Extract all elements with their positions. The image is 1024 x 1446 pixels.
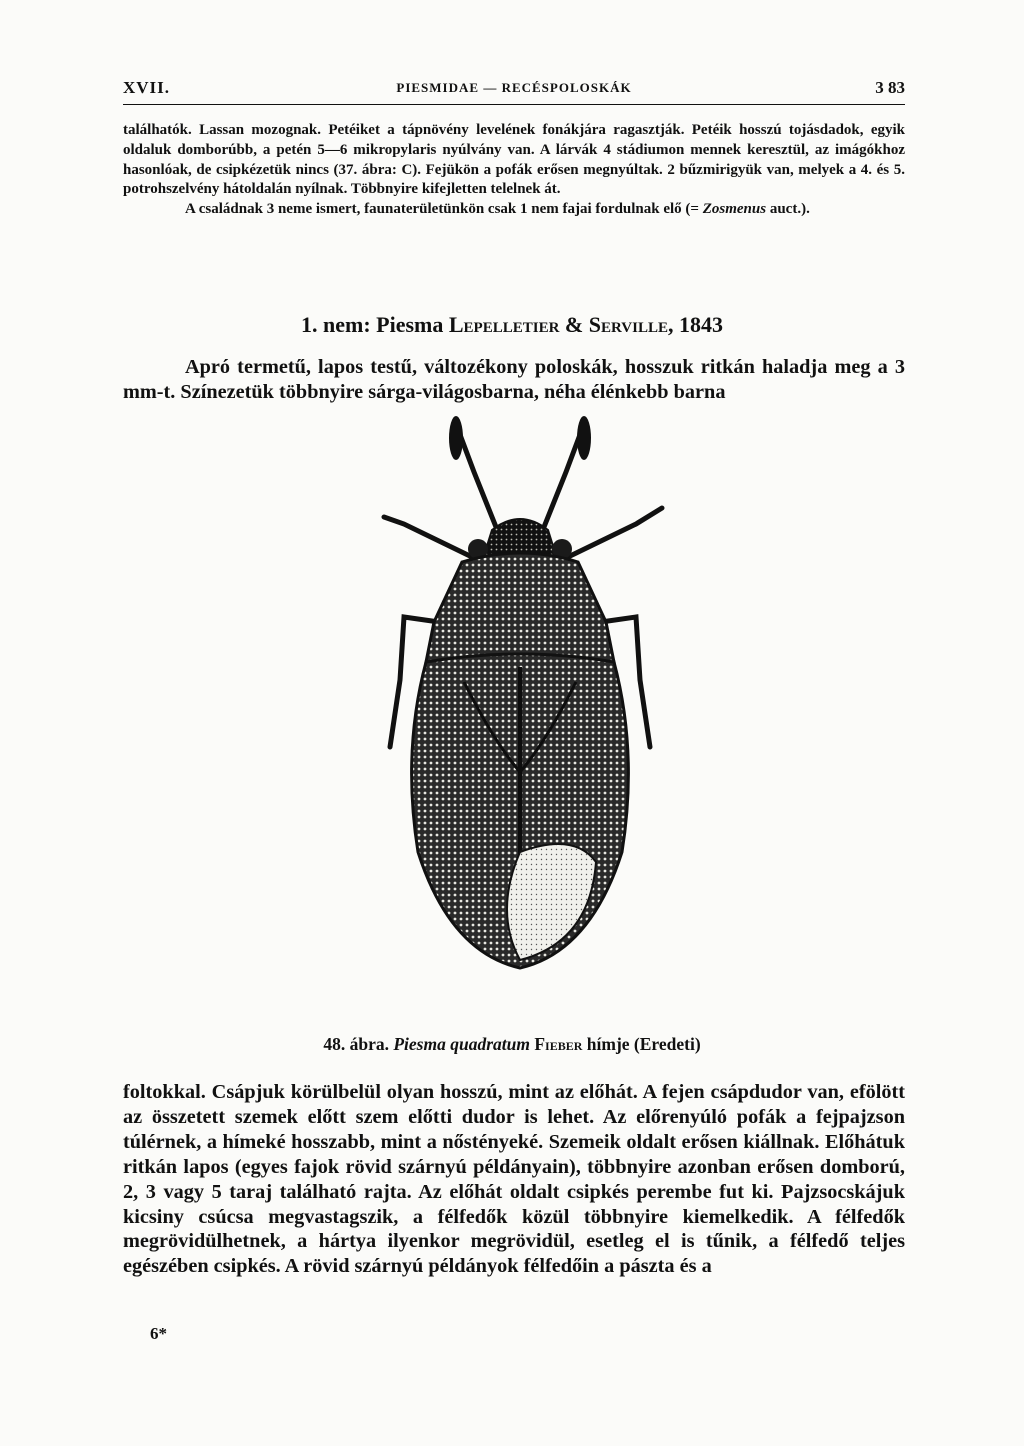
signature-mark: 6* xyxy=(150,1324,167,1343)
header-rule xyxy=(123,104,905,105)
genus-description-1: Apró termetű, lapos testű, változékony poloskák, hosszuk ritkán haladja meg a 3 mm-t. Színezetük többnyire sárga-világosbarna, néha élénkebb barna xyxy=(123,356,905,403)
intro-paragraph-2: A családnak 3 neme ismert, faunaterületünkön csak 1 nem fajai fordulnak elő (= Zosmenus auct.). xyxy=(185,201,810,218)
genus-heading: 1. nem: Piesma Lepelletier & Serville, 1843 xyxy=(301,312,723,337)
intro-text xyxy=(123,121,905,220)
chapter-number: XVII. xyxy=(123,78,171,97)
membrane-shape xyxy=(507,844,596,960)
intro-paragraph-1: találhatók. Lassan mozognak. Petéiket a tápnövény levelének fonákjára ragasztják. Petéik hosszú tojásdadok, egyik oldaluk domborúbb, a petén 5—6 mikropylaris nyúlvány van. A lárvák 4 stádiumon mennek keresztül, az imágókhoz hasonlóak, de csipkézetük nincs (37. ábra: C). Fejükön a pofák erősen megnyúltak. 2 bűzmirigyük van, melyek a 4. és 5. potrohszelvény hátoldalán nyílnak. Többnyire kifejletten telelnek át. xyxy=(123,122,905,198)
running-header xyxy=(123,78,905,100)
insect-illustration xyxy=(344,412,696,1012)
figure-caption: 48. ábra. Piesma quadratum Fieber hímje (Eredeti) xyxy=(323,1034,701,1054)
page-number: 3 83 xyxy=(875,78,905,97)
genus-description-2: foltokkal. Csápjuk körülbelül olyan hosszú, mint az előhát. A fejen csápdudor van, efölött az összetett szemek előtt szem előtti dudor is lehet. Az előrenyúló pofák a fejpajzson túlérnek, a hímeké hosszabb, mint a nőstényeké. Szemeik oldalt erősen kiállnak. Előhátuk ritkán lapos (egyes fajok rövid szárnyú példányain), többnyire azonban erősen domború, 2, 3 vagy 5 taraj található rajta. Az előhát oldalt csipkés perembe fut ki. Pajzsocskájuk kicsiny csúcsa megvastagszik, a félfedők közül többnyire kiemelkedik. A félfedők megrövidülhetnek, a hártya ilyenkor megrövidül, esetleg el is tűnik, a félfedő teljes egészében csipkés. A rövid szárnyú példányok félfedőin a pászta és a xyxy=(123,1081,905,1278)
running-title: PIESMIDAE — RECÉSPOLOSKÁK xyxy=(396,80,632,95)
